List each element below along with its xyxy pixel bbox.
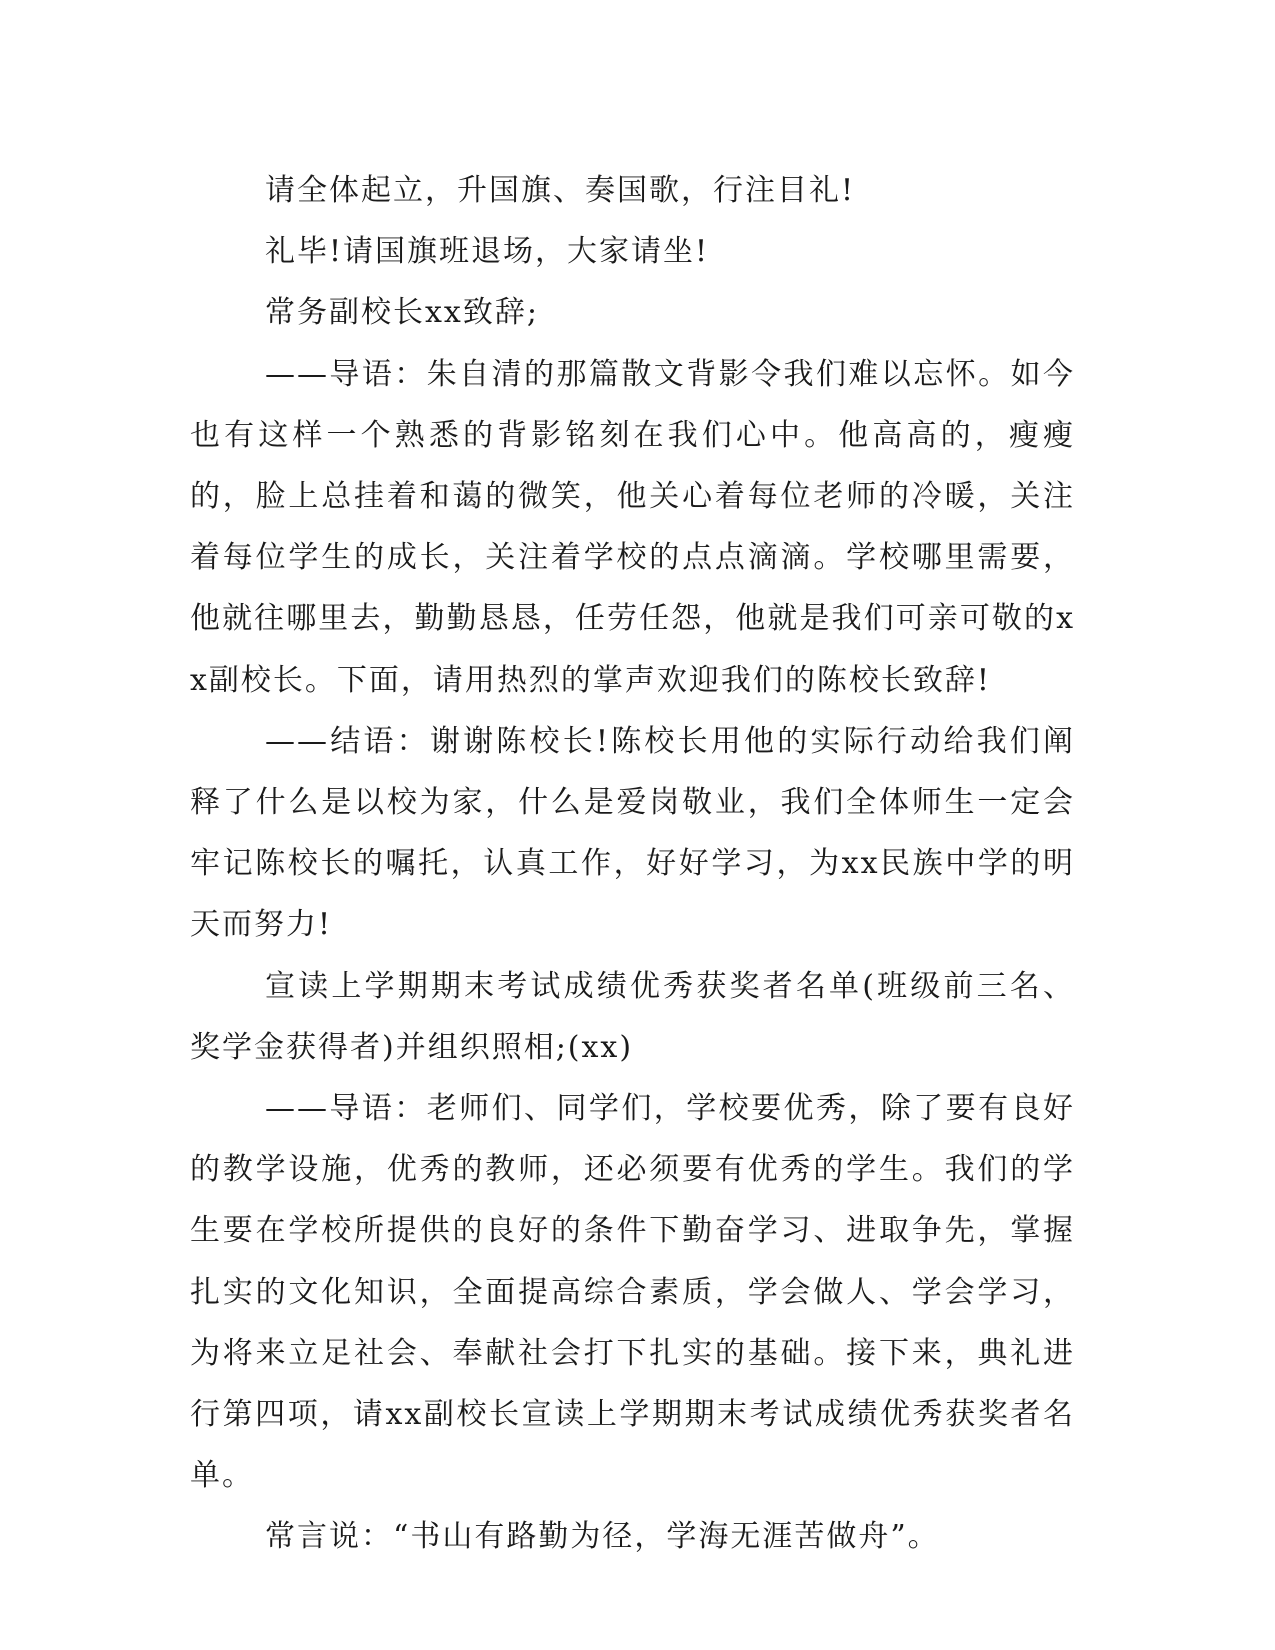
paragraph-closing-remarks: ——结语：谢谢陈校长!陈校长用他的实际行动给我们阐释了什么是以校为家，什么是爱岗敬业，我们全体师生一定会牢记陈校长的嘱托，认真工作，好好学习，为xx民族中学的明天而努力! [190,723,1075,943]
paragraph-stand-for-anthem: 请全体起立，升国旗、奏国歌，行注目礼! [265,173,856,208]
paragraph-intro-award-list: ——导语：老师们、同学们，学校要优秀，除了要有良好的教学设施，优秀的教师，还必须要有优秀的学生。我们的学生要在学校所提供的良好的条件下勤奋学习、进取争先，掌握扎实的文化知识，全面提高综合素质，学会做人、学会学习，为将来立足社会、奉献社会打下扎实的基础。接下来，典礼进行第四项，请xx副校长宣读上学期期末考试成绩优秀获奖者名单。 [190,1091,1075,1494]
paragraph-intro-vice-principal: ——导语：朱自清的那篇散文背影令我们难以忘怀。如今也有这样一个熟悉的背影铭刻在我们心中。他高高的，瘦瘦的，脸上总挂着和蔼的微笑，他关心着每位老师的冷暖，关注着每位学生的成长，关注着学校的点点滴滴。学校哪里需要，他就往哪里去，勤勤恳恳，任劳任怨，他就是我们可亲可敬的xx副校长。下面，请用热烈的掌声欢迎我们的陈校长致辞! [190,356,1075,698]
paragraph-proverb: 常言说：“书山有路勤为径，学海无涯苦做舟”。 [265,1519,940,1555]
document-body [190,160,1075,1568]
paragraph-please-be-seated: 礼毕!请国旗班退场，大家请坐! [265,234,710,270]
paragraph-vice-principal-speech: 常务副校长xx致辞; [265,295,539,331]
paragraph-award-list: 宣读上学期期末考试成绩优秀获奖者名单(班级前三名、奖学金获得者)并组织照相;(xx) [190,968,1075,1065]
